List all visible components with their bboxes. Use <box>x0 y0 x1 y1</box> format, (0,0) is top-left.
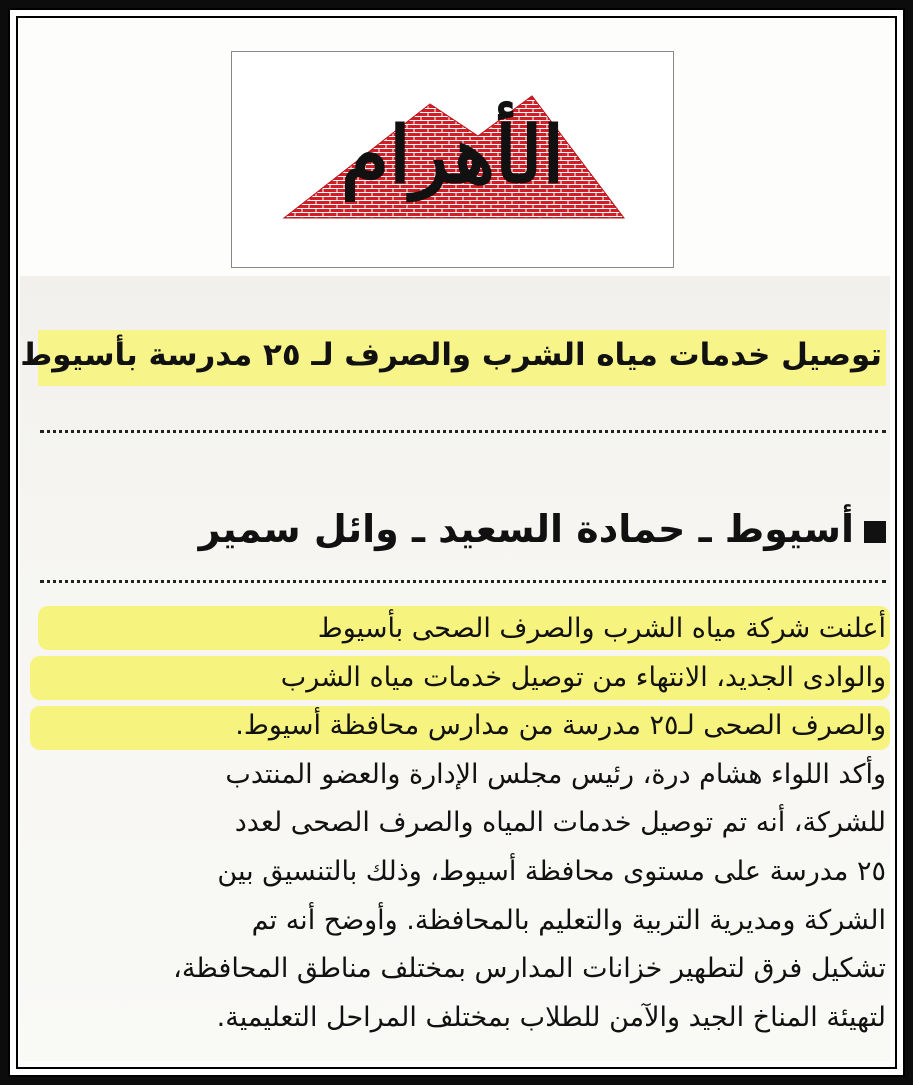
body-line: ٢٥ مدرسة على مستوى محافظة أسيوط، وذلك بالتنسيق بين <box>217 855 886 887</box>
body-line: لتهيئة المناخ الجيد والآمن للطلاب بمختلف المراحل التعليمية. <box>216 1001 886 1033</box>
dotted-divider <box>40 580 886 583</box>
body-line: وأكد اللواء هشام درة، رئيس مجلس الإدارة والعضو المنتدب <box>225 758 886 790</box>
byline-text: أسيوط ـ حمادة السعيد ـ وائل سمير <box>198 507 854 551</box>
body-line: أعلنت شركة مياه الشرب والصرف الصحى بأسيوط <box>317 613 886 644</box>
body-line: والصرف الصحى لـ٢٥ مدرسة من مدارس محافظة أسيوط. <box>235 710 886 742</box>
body-line: للشركة، أنه تم توصيل خدمات المياه والصرف الصحى لعدد <box>234 807 886 839</box>
logo-wordmark: الأهرام <box>340 110 565 201</box>
article-body <box>40 605 886 1042</box>
body-line: والوادى الجديد، الانتهاء من توصيل خدمات مياه الشرب <box>280 661 886 693</box>
newspaper-logo <box>231 51 674 268</box>
body-line: تشكيل فرق لتطهير خزانات المدارس بمختلف مناطق المحافظة، <box>173 953 886 985</box>
dotted-divider <box>40 430 886 433</box>
square-bullet-icon <box>864 521 886 543</box>
article-headline: توصيل خدمات مياه الشرب والصرف لـ ٢٥ مدرسة بأسيوط <box>20 337 882 373</box>
body-line: الشركة ومديرية التربية والتعليم بالمحافظة. وأوضح أنه تم <box>251 904 886 936</box>
article-byline <box>40 500 886 558</box>
